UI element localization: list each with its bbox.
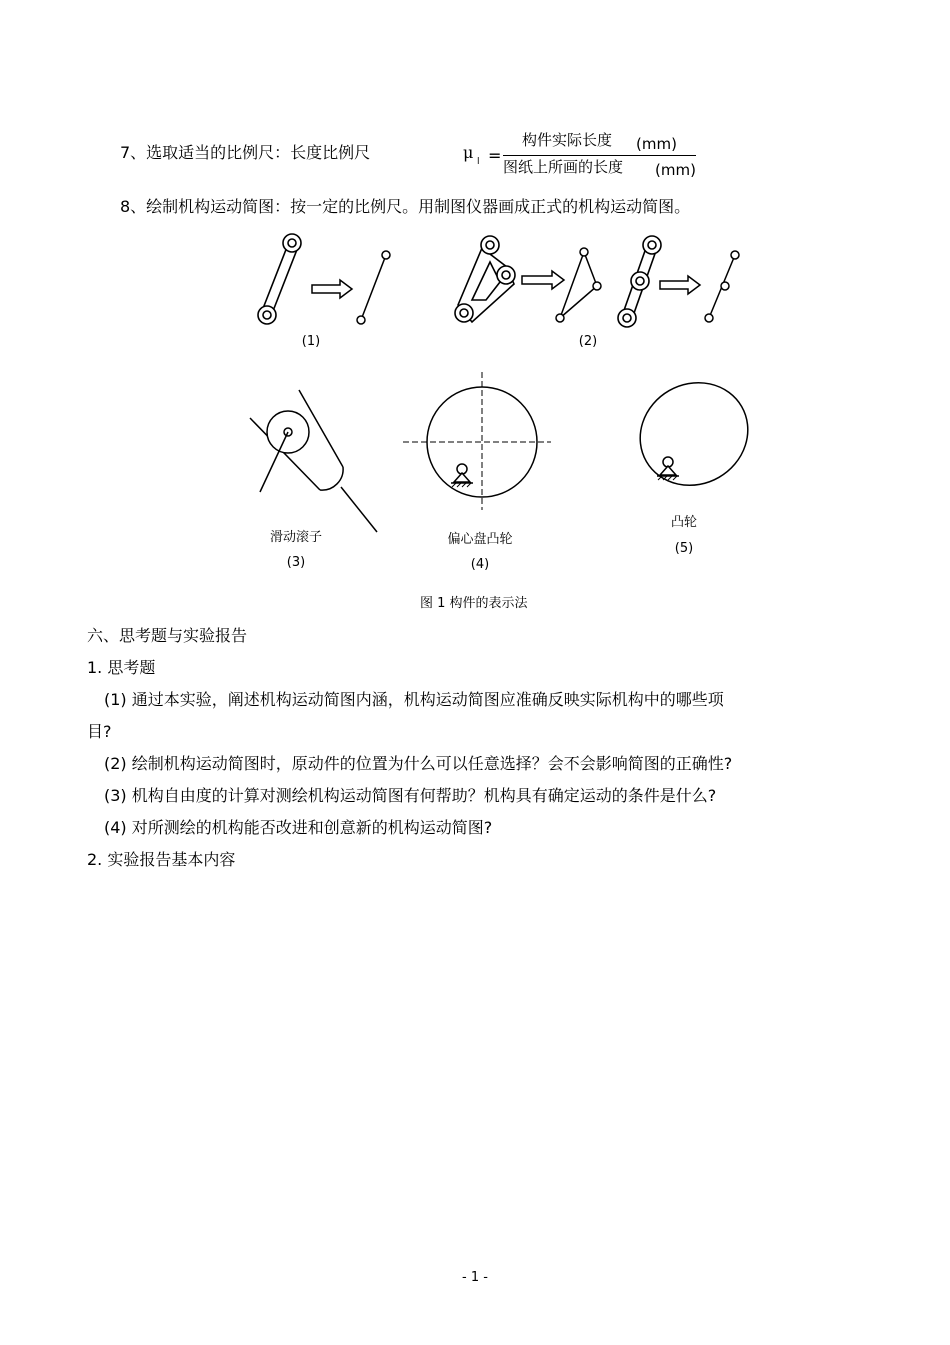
figure-5-cam <box>621 363 766 505</box>
subsection-2-title: 2. 实验报告基本内容 <box>87 850 236 869</box>
figure-1-simplified <box>357 251 390 324</box>
question-1-line-2: 目? <box>87 722 112 741</box>
question-1-line-1: (1) 通过本实验，阐述机构运动简图内涵，机构运动简图应准确反映实际机构中的哪些项 <box>104 690 724 709</box>
formula-denominator-unit: (mm) <box>655 161 696 179</box>
figure-2-three-hole-bar <box>618 236 661 327</box>
label-4: (4) <box>470 557 490 572</box>
figure-4-eccentric-disc-cam <box>403 372 551 510</box>
figure-2-simplified-line <box>705 251 739 322</box>
label-2: (2) <box>578 334 598 349</box>
formula-numerator-unit: (mm) <box>636 135 677 153</box>
step7-text: 7、选取适当的比例尺：长度比例尺 <box>120 143 371 162</box>
name-4: 偏心盘凸轮 <box>447 532 513 547</box>
formula-denominator: 图纸上所画的长度 <box>503 158 624 176</box>
question-2: (2) 绘制机构运动简图时，原动件的位置为什么可以任意选择？会不会影响简图的正确性? <box>104 754 733 773</box>
label-3: (3) <box>286 555 306 570</box>
formula-numerator: 构件实际长度 <box>522 131 613 149</box>
label-5: (5) <box>674 541 694 556</box>
arrow-icon <box>522 271 564 289</box>
figure-2-ternary-link <box>455 236 515 322</box>
figure-caption: 图 1 构件的表示法 <box>420 596 528 611</box>
mu-subscript: l <box>477 157 480 167</box>
figure-1-bar-link <box>258 234 301 324</box>
figure-2-simplified-triangle <box>556 248 601 322</box>
mu-symbol: μ <box>463 143 474 162</box>
arrow-icon <box>660 276 700 294</box>
section-6-title: 六、思考题与实验报告 <box>87 626 248 645</box>
subsection-1-title: 1. 思考题 <box>87 658 156 677</box>
name-3: 滑动滚子 <box>269 530 323 545</box>
question-4: (4) 对所测绘的机构能否改进和创意新的机构运动简图? <box>104 818 493 837</box>
step8-text: 8、绘制机构运动简图：按一定的比例尺。用制图仪器画成正式的机构运动简图。 <box>120 197 691 216</box>
page-number: - 1 - <box>462 1270 488 1285</box>
arrow-icon <box>312 280 352 298</box>
equals-sign: = <box>488 146 502 165</box>
question-3: (3) 机构自由度的计算对测绘机构运动简图有何帮助？机构具有确定运动的条件是什么? <box>104 786 717 805</box>
component-representation-figure <box>0 0 950 620</box>
name-5: 凸轮 <box>670 515 698 530</box>
label-1: (1) <box>301 334 321 349</box>
figure-3-sliding-roller <box>250 390 377 532</box>
